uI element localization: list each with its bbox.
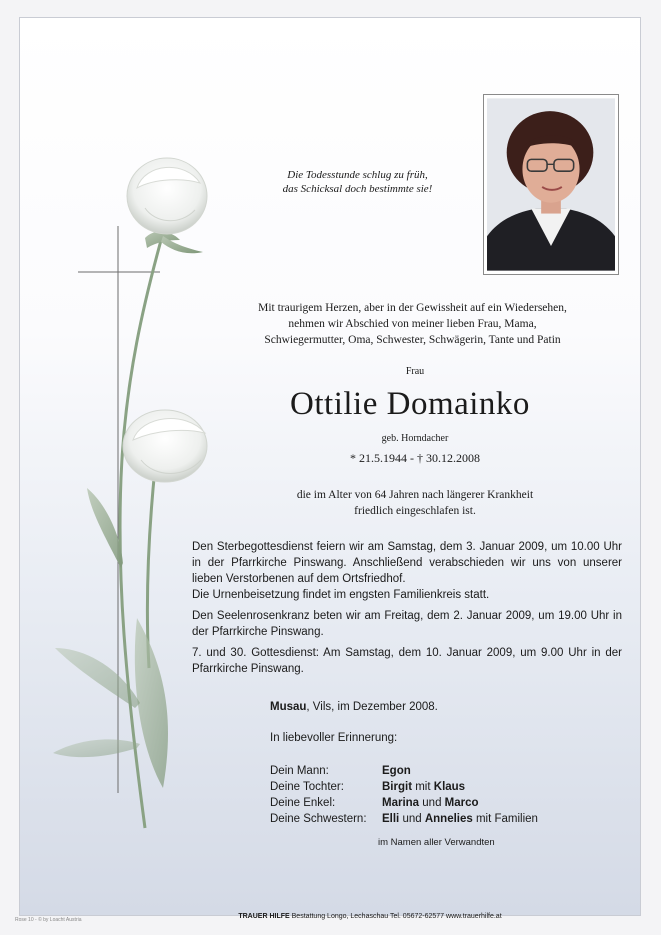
family-member-name: Klaus <box>433 781 466 793</box>
life-dates: * 21.5.1944 - † 30.12.2008 <box>350 451 480 465</box>
closing-text: im Namen aller Verwandten <box>378 837 495 848</box>
service-info <box>192 539 622 682</box>
place-rest: , Vils, im Dezember 2008. <box>306 701 438 713</box>
top-rose <box>127 158 207 234</box>
family-member-name: Annelies <box>424 813 473 825</box>
family-connector: und <box>419 797 445 809</box>
family-connector: und <box>399 813 425 825</box>
family-names <box>382 763 538 779</box>
intro-line: nehmen wir Abschied von meiner lieben Frau, Mama, <box>288 318 537 330</box>
motto-line: das Schicksal doch bestimmte sie! <box>282 183 433 195</box>
family-member-name: Elli <box>382 813 400 825</box>
rose-cross-illustration <box>45 148 245 848</box>
rosary-text: Den Seelenrosenkranz beten wir am Freitag, dem 2. Januar 2009, um 19.00 Uhr in der Pfarrkirche Pinswang. <box>192 610 622 638</box>
family-relation: Deine Schwestern: <box>270 813 367 825</box>
place-date <box>270 701 438 713</box>
tiny-print: Rose 10 - © by Loacht Austria <box>15 917 82 923</box>
family-row <box>270 763 538 779</box>
portrait-image <box>487 98 615 271</box>
birth-name: geb. Horndacher <box>381 433 449 444</box>
lower-rose <box>123 410 207 482</box>
family-relation: Dein Mann: <box>270 765 329 777</box>
footer-imprint <box>190 913 550 920</box>
family-member-name: Marina <box>382 797 420 809</box>
motto <box>250 168 465 196</box>
motto-line: Die Todesstunde schlug zu früh, <box>287 169 428 181</box>
portrait-photo <box>483 94 619 275</box>
family-connector: mit <box>412 781 434 793</box>
death-line: friedlich eingeschlafen ist. <box>354 505 476 517</box>
intro-line: Schwiegermutter, Oma, Schwester, Schwägerin, Tante und Patin <box>264 334 561 346</box>
family-names <box>382 811 538 827</box>
intro-line: Mit traurigem Herzen, aber in der Gewissheit auf ein Wiedersehen, <box>258 302 567 314</box>
footer-details: Bestattung Longo, Lechaschau Tel. 05672-62577 www.trauerhilfe.at <box>289 913 502 920</box>
family-member-name: Marco <box>444 797 479 809</box>
family-member-name: Birgit <box>382 781 413 793</box>
memory-heading: In liebevoller Erinnerung: <box>270 732 398 744</box>
deceased-name: Ottilie Domainko <box>290 386 530 422</box>
family-relation: Deine Enkel: <box>270 797 336 809</box>
death-line: die im Alter von 64 Jahren nach längerer Krankheit <box>296 489 534 501</box>
family-names <box>382 779 538 795</box>
family-row <box>270 811 538 827</box>
family-connector: mit Familien <box>472 813 538 825</box>
place-town: Musau <box>270 701 307 713</box>
family-names <box>382 795 538 811</box>
memorial-services-text: 7. und 30. Gottesdienst: Am Samstag, dem 10. Januar 2009, um 9.00 Uhr in der Pfarrkirche Pinswang. <box>192 647 622 675</box>
family-list <box>270 763 538 827</box>
urn-burial-text: Die Urnenbeisetzung findet im engsten Familienkreis statt. <box>192 589 490 601</box>
family-row <box>270 795 538 811</box>
family-row <box>270 779 538 795</box>
family-member-name: Egon <box>382 765 411 777</box>
title-label: Frau <box>405 366 425 377</box>
death-text <box>255 487 575 519</box>
funeral-service-text: Den Sterbegottesdienst feiern wir am Samstag, dem 3. Januar 2009, um 10.00 Uhr in der Pfarrkirche Pinswang. Anschließend verabschieden wir uns von unserer lieben Verstorbenen auf dem Ortsfriedhof. <box>192 541 622 585</box>
intro-text <box>195 300 630 348</box>
obituary-card <box>19 17 641 920</box>
family-relation: Deine Tochter: <box>270 781 344 793</box>
footer-brand: TRAUER HILFE <box>238 913 290 920</box>
